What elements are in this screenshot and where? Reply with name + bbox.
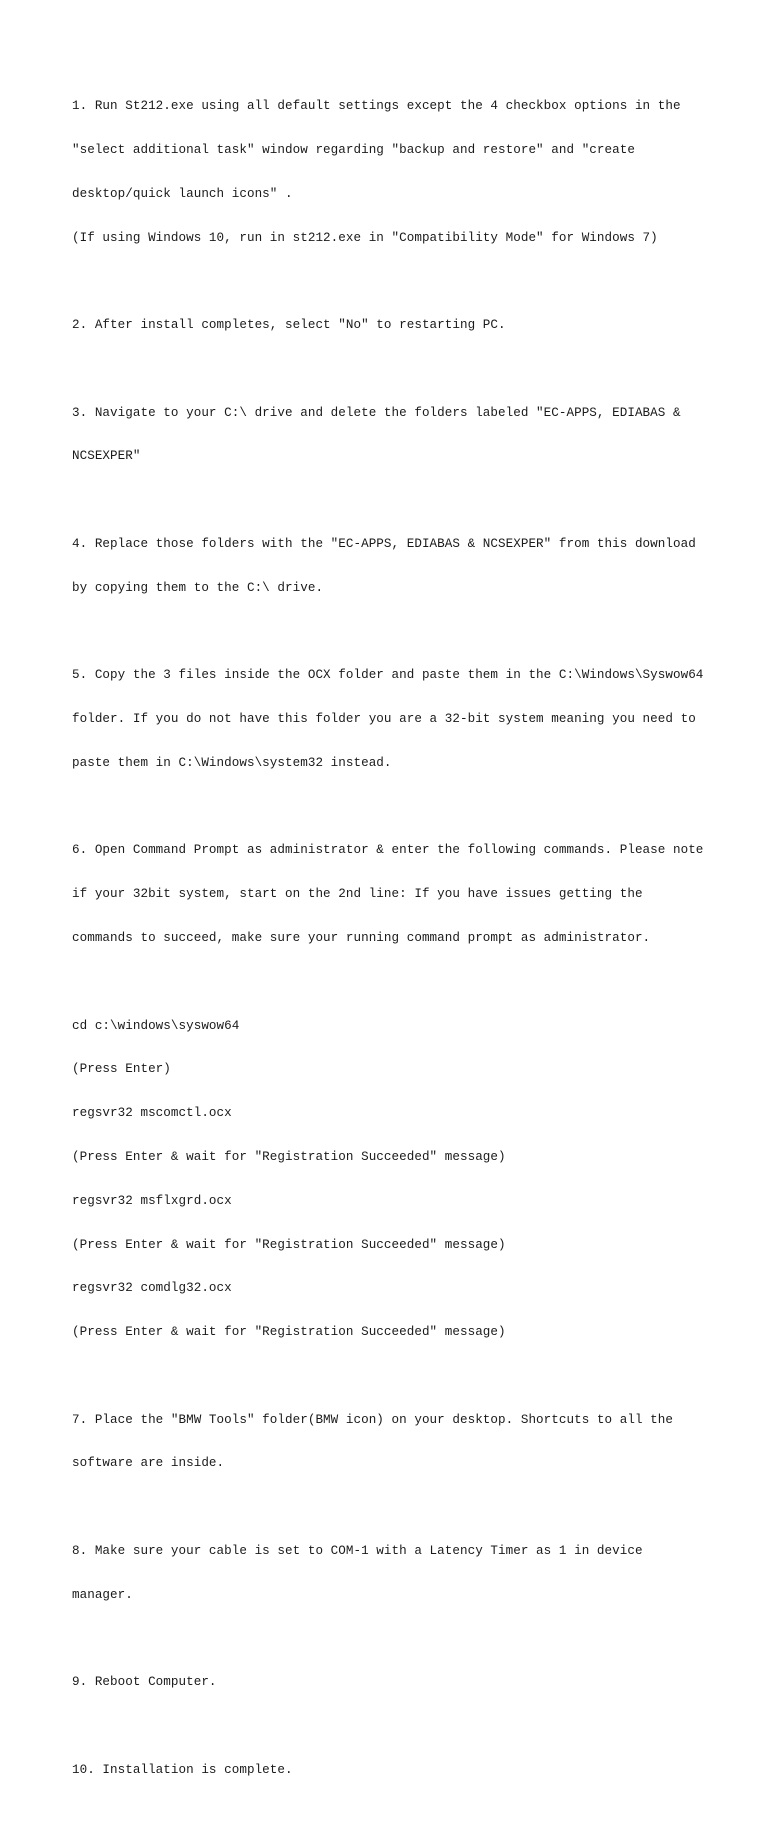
command-block xyxy=(72,989,722,1368)
step-3-line: NCSEXPER" xyxy=(72,449,141,464)
document-page xyxy=(72,70,722,1821)
step-4-line: 4. Replace those folders with the "EC-APPS, EDIABAS & NCSEXPER" from this download xyxy=(72,537,696,551)
step-4 xyxy=(72,508,722,625)
command-line: (Press Enter & wait for "Registration Succeeded" message) xyxy=(72,1325,506,1340)
step-1-line: desktop/quick launch icons" . xyxy=(72,186,293,201)
command-line: (Press Enter & wait for "Registration Succeeded" message) xyxy=(72,1237,506,1252)
command-line: regsvr32 msflxgrd.ocx xyxy=(72,1193,232,1208)
step-7-line: 7. Place the "BMW Tools" folder(BMW icon) on your desktop. Shortcuts to all the xyxy=(72,1412,673,1427)
step-9 xyxy=(72,1646,722,1719)
step-6-line: commands to succeed, make sure your running command prompt as administrator. xyxy=(72,931,651,946)
step-7-line: software are inside. xyxy=(72,1456,225,1471)
step-10-line: 10. Installation is complete. xyxy=(72,1762,293,1777)
step-3-line: 3. Navigate to your C:\ drive and delete the folders labeled "EC-APPS, EDIABAS & xyxy=(72,405,681,420)
step-5 xyxy=(72,639,722,800)
step-2 xyxy=(72,289,722,362)
step-3 xyxy=(72,376,722,493)
step-6 xyxy=(72,814,722,975)
step-10 xyxy=(72,1734,722,1807)
command-line: regsvr32 comdlg32.ocx xyxy=(72,1281,232,1296)
step-8 xyxy=(72,1515,722,1632)
step-1-line: "select additional task" window regarding "backup and restore" and "create xyxy=(72,142,635,157)
step-5-line: paste them in C:\Windows\system32 instead. xyxy=(72,755,392,770)
step-5-line: 5. Copy the 3 files inside the OCX folder and paste them in the C:\Windows\Syswow64 xyxy=(72,668,704,683)
command-line: cd c:\windows\syswow64 xyxy=(72,1018,240,1033)
step-6-line: if your 32bit system, start on the 2nd line: If you have issues getting the xyxy=(72,887,643,902)
command-line: regsvr32 mscomctl.ocx xyxy=(72,1106,232,1121)
step-1-line: 1. Run St212.exe using all default settings except the 4 checkbox options in the xyxy=(72,99,681,114)
step-2-line: 2. After install completes, select "No" to restarting PC. xyxy=(72,318,506,333)
step-6-line: 6. Open Command Prompt as administrator & enter the following commands. Please note xyxy=(72,843,704,858)
step-7 xyxy=(72,1383,722,1500)
command-line: (Press Enter) xyxy=(72,1062,171,1077)
step-9-line: 9. Reboot Computer. xyxy=(72,1675,217,1690)
command-line: (Press Enter & wait for "Registration Succeeded" message) xyxy=(72,1149,506,1164)
step-4-line: by copying them to the C:\ drive. xyxy=(72,580,324,595)
step-8-line: 8. Make sure your cable is set to COM-1 with a Latency Timer as 1 in device xyxy=(72,1543,643,1558)
step-8-line: manager. xyxy=(72,1587,133,1602)
step-5-line: folder. If you do not have this folder you are a 32-bit system meaning you need to xyxy=(72,712,696,727)
step-1-line: (If using Windows 10, run in st212.exe in "Compatibility Mode" for Windows 7) xyxy=(72,230,658,245)
step-1 xyxy=(72,70,722,274)
